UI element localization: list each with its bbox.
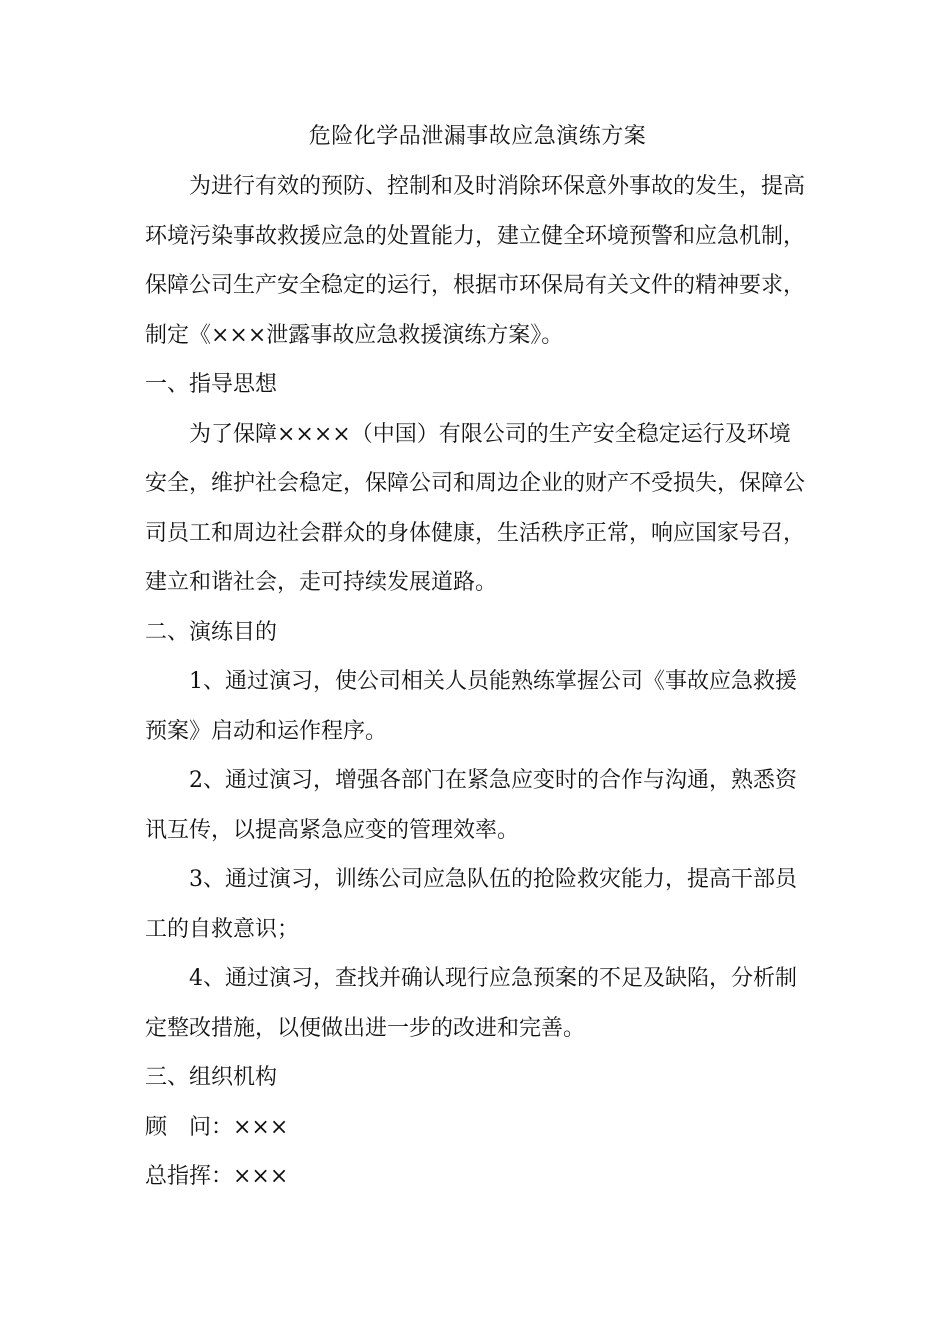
text-line: 工的自救意识；: [145, 916, 300, 942]
text-line: 2、通过演习，增强各部门在紧急应变时的合作与沟通，熟悉资: [189, 768, 797, 793]
guiding-thought-paragraph-cont: [145, 459, 810, 608]
text-line: 预案》启动和运作程序。: [145, 718, 388, 744]
text-line: 安全，维护社会稳定，保障公司和周边企业的财产不受损失，保障公: [145, 471, 806, 496]
intro-paragraph: [145, 162, 810, 212]
text-line: 保障公司生产安全稳定的运行，根据市环保局有关文件的精神要求，: [145, 273, 806, 298]
section-heading-organization: 三、组织机构: [145, 1065, 278, 1090]
purpose-item-4-cont: [145, 1004, 810, 1054]
purpose-item-2: [145, 756, 810, 806]
purpose-item-2-cont: [145, 806, 810, 856]
org-advisor-line: 顾 问：×××: [145, 1114, 289, 1140]
text-line: 定整改措施，以便做出进一步的改进和完善。: [145, 1015, 586, 1041]
text-line: 4、通过演习，查找并确认现行应急预案的不足及缺陷，分析制: [189, 966, 797, 991]
purpose-item-3: [145, 855, 810, 905]
section-heading-guiding-thought: 一、指导思想: [145, 372, 278, 397]
text-line: 建立和谐社会，走可持续发展道路。: [145, 570, 498, 595]
text-line: 3、通过演习，训练公司应急队伍的抢险救灾能力，提高干部员: [189, 867, 797, 892]
purpose-item-1-cont: [145, 707, 810, 757]
purpose-item-1: [145, 657, 810, 707]
document-title: 危险化学品泄漏事故应急演练方案: [308, 124, 647, 149]
intro-paragraph-cont: [145, 212, 810, 361]
text-line: 为进行有效的预防、控制和及时消除环保意外事故的发生，提高: [189, 174, 806, 199]
purpose-item-4: [145, 954, 810, 1004]
text-line: 司员工和周边社会群众的身体健康，生活秩序正常，响应国家号召，: [145, 520, 806, 546]
text-line: 环境污染事故救援应急的处置能力，建立健全环境预警和应急机制，: [145, 223, 806, 249]
section-heading-drill-purpose: 二、演练目的: [145, 619, 278, 645]
text-line: 讯互传，以提高紧急应变的管理效率。: [145, 817, 520, 843]
text-line: 为了保障××××（中国）有限公司的生产安全稳定运行及环境: [189, 421, 791, 447]
purpose-item-3-cont: [145, 905, 810, 955]
guiding-thought-paragraph: [145, 410, 810, 460]
text-line: 1、通过演习，使公司相关人员能熟练掌握公司《事故应急救援: [189, 669, 797, 694]
text-line: 制定《×××泄露事故应急救援演练方案》。: [145, 322, 564, 348]
org-commander-line: 总指挥：×××: [145, 1164, 289, 1189]
document-body: [145, 112, 810, 1202]
